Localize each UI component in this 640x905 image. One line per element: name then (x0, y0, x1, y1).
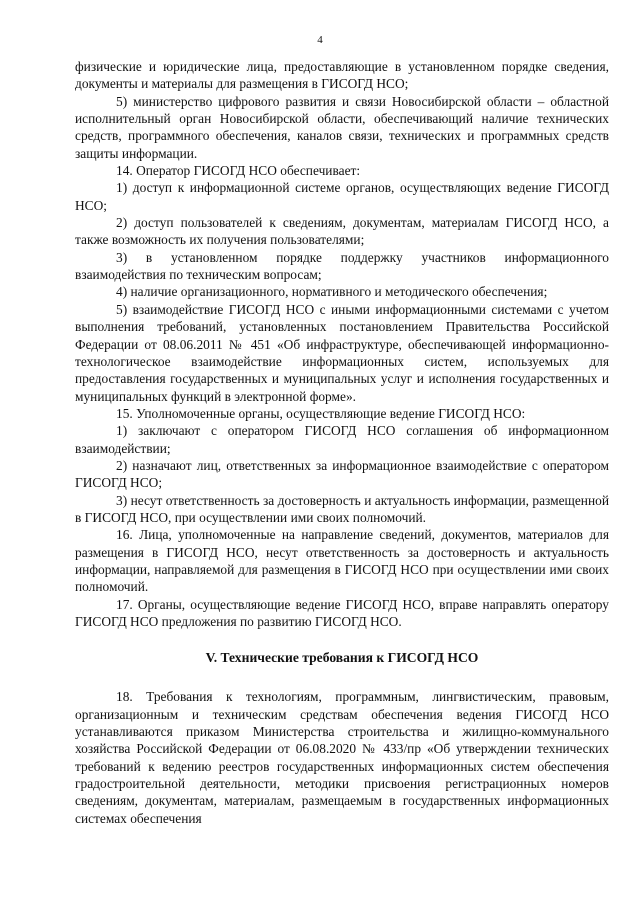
paragraph: 18. Требования к технологиям, программным, лингвистическим, правовым, организационным и техническим средствам обеспечения ведения ГИСОГД НСО устанавливаются приказом Министерства строительства и жилищно-коммунального хозяйства Российской Федерации от 06.08.2020 № 433/пр «Об утверждении технических требований к ведению реестров государственных информационных систем обеспечения градостроительной деятельности, методики присвоения регистрационных номеров сведениям, документам, материалам, размещаемым в государственных информационных системах обеспечения (75, 689, 609, 826)
document-body (75, 58, 609, 827)
paragraph: 1) заключают с оператором ГИСОГД НСО соглашения об информационном взаимодействии; (75, 423, 609, 456)
paragraph: 2) доступ пользователей к сведениям, документам, материалам ГИСОГД НСО, а также возможность их получения пользователями; (75, 215, 609, 248)
paragraph: 4) наличие организационного, нормативного и методического обеспечения; (116, 284, 548, 300)
paragraph: 5) министерство цифрового развития и связи Новосибирской области – областной исполнительный орган Новосибирской области, обеспечивающий наличие технических средств, программного обеспечения, каналов связи, технических и программных средств защиты информации. (75, 93, 609, 161)
paragraph: 3) в установленном порядке поддержку участников информационного взаимодействия по техническим вопросам; (75, 249, 609, 283)
paragraph: 17. Органы, осуществляющие ведение ГИСОГД НСО, вправе направлять оператору ГИСОГД НСО предложения по развитию ГИСОГД НСО. (75, 596, 609, 629)
paragraphs-bottom (75, 688, 609, 827)
paragraph: 2) назначают лиц, ответственных за информационное взаимодействие с оператором ГИСОГД НСО; (75, 457, 609, 491)
paragraph: 15. Уполномоченные органы, осуществляющие ведение ГИСОГД НСО: (116, 405, 526, 421)
section-heading: V. Технические требования к ГИСОГД НСО (205, 650, 479, 666)
page-number: 4 (317, 34, 323, 46)
paragraph: 16. Лица, уполномоченные на направление сведений, документов, материалов для размещения в ГИСОГД НСО, несут ответственность за достоверность и актуальность информации, направляемой для размещения в ГИСОГД НСО при осуществлении ими своих полномочий. (75, 527, 609, 595)
paragraphs-top (75, 58, 609, 630)
paragraph: 1) доступ к информационной системе органов, осуществляющих ведение ГИСОГД НСО; (75, 180, 609, 213)
paragraph: физические и юридические лица, предоставляющие в установленном порядке сведения, документы и материалы для размещения в ГИСОГД НСО; (75, 59, 609, 92)
paragraph: 5) взаимодействие ГИСОГД НСО с иными информационными системами с учетом выполнения требований, установленных постановлением Правительства Российской Федерации от 08.06.2011 № 451 «Об инфраструктуре, обеспечивающей информационно-технологическое взаимодействие информационных систем, используемых для предоставления государственных и муниципальных услуг и исполнения государственных и муниципальных функций в электронной форме». (75, 301, 609, 404)
paragraph: 14. Оператор ГИСОГД НСО обеспечивает: (116, 163, 361, 179)
paragraph: 3) несут ответственность за достоверность и актуальность информации, размещенной в ГИСОГД НСО, при осуществлении ими своих полномочий. (75, 492, 609, 525)
